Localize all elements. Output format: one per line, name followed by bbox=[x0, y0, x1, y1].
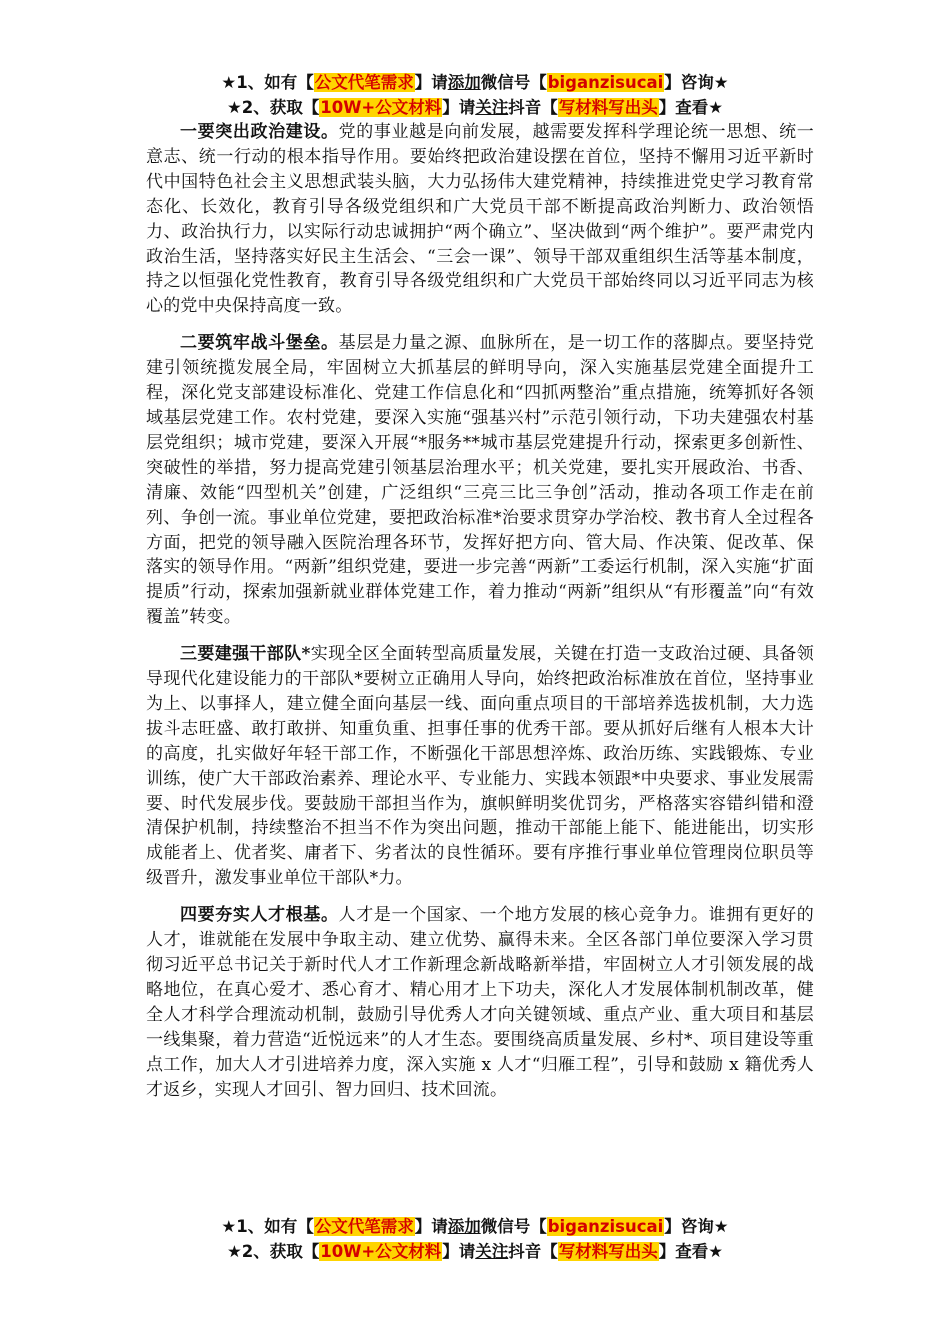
promo-highlight: 公文代笔需求 bbox=[314, 1217, 414, 1236]
paragraph-lead: 二要筑牢战斗堡垒。 bbox=[180, 333, 339, 354]
promo-highlight: 10W+公文材料 bbox=[320, 1242, 442, 1261]
promo-text: ★2、获取【 bbox=[226, 98, 320, 117]
promo-line-2 bbox=[0, 1239, 950, 1264]
promo-text: 】咨询★ bbox=[664, 1217, 729, 1236]
promo-text: 】咨询★ bbox=[664, 73, 729, 92]
promo-text: 】请 bbox=[442, 98, 476, 117]
promo-highlight: 公文代笔需求 bbox=[314, 73, 414, 92]
paragraph-text: 人才是一个国家、一个地方发展的核心竞争力。谁拥有更好的人才，谁就能在发展中争取主动、建立优势、赢得未来。全区各部门单位要深入学习贯彻习近平总书记关于新时代人才工作新理念新战略新举措，牢固树立人才引领发展的战略地位，在真心爱才、悉心育才、精心用才上下功夫，深化人才发展体制机制改革，健全人才科学合理流动机制，鼓励引导优秀人才向关键领域、重点产业、重大项目和基层一线集聚，着力营造“近悦远来”的人才生态。要围绕高质量发展、乡村*、项目建设等重点工作，加大人才引进培养力度，深入实施 x 人才“归雁工程”，引导和鼓励 x 籍优秀人才返乡，实现人才回引、智力回归、技术回流。 bbox=[146, 905, 814, 1100]
document-body bbox=[146, 120, 814, 1114]
paragraph bbox=[146, 331, 814, 630]
paragraph-lead: 三要建强干部队* bbox=[180, 644, 311, 665]
promo-line-1 bbox=[0, 70, 950, 95]
promo-link[interactable]: 关注 bbox=[475, 98, 509, 117]
promo-highlight: 10W+公文材料 bbox=[320, 98, 442, 117]
promo-link[interactable]: 添加 bbox=[447, 1217, 481, 1236]
paragraph-text: 实现全区全面转型高质量发展，关键在打造一支政治过硬、具备领导现代化建设能力的干部队*要树立正确用人导向，始终把政治标准放在首位，坚持事业为上、以事择人，建立健全面向基层一线、面向重点项目的干部培养选拔机制，大力选拔斗志旺盛、敢打敢拼、知重负重、担事任事的优秀干部。要从抓好后继有人根本大计的高度，扎实做好年轻干部工作，不断强化干部思想淬炼、政治历练、实践锻炼、专业训练，使广大干部政治素养、理论水平、专业能力、实践本领跟*中央要求、事业发展需要、时代发展步伐。要鼓励干部担当作为，旗帜鲜明奖优罚劣，严格落实容错纠错和澄清保护机制，持续整治不担当不作为突出问题，推动干部能上能下、能进能出，切实形成能者上、优者奖、庸者下、劣者汰的良性循环。要有序推行事业单位管理岗位职员等级晋升，激发事业单位干部队*力。 bbox=[146, 644, 814, 889]
promo-text: 微信号【 bbox=[480, 1217, 547, 1236]
paragraph bbox=[146, 903, 814, 1102]
promo-text: 】查看★ bbox=[658, 98, 724, 117]
paragraph bbox=[146, 642, 814, 891]
promo-text: ★1、如有【 bbox=[221, 1217, 314, 1236]
paragraph-lead: 一要突出政治建设。 bbox=[180, 122, 339, 142]
promo-text: 抖音【 bbox=[508, 1242, 558, 1261]
promo-line-1 bbox=[0, 1214, 950, 1239]
promo-text: 】请 bbox=[414, 73, 448, 92]
promo-highlight: biganzisucai bbox=[547, 1217, 664, 1236]
paragraph bbox=[146, 120, 814, 319]
promo-text: ★2、获取【 bbox=[226, 1242, 320, 1261]
promo-link[interactable]: 关注 bbox=[475, 1242, 509, 1261]
promo-text: 】请 bbox=[442, 1242, 476, 1261]
promo-highlight: 写材料写出头 bbox=[558, 98, 658, 117]
promo-link[interactable]: 添加 bbox=[447, 73, 481, 92]
paragraph-lead: 四要夯实人才根基。 bbox=[180, 905, 339, 926]
paragraph-text: 党的事业越是向前发展，越需要发挥科学理论统一思想、统一意志、统一行动的根本指导作用。要始终把政治建设摆在首位，坚持不懈用习近平新时代中国特色社会主义思想武装头脑，大力弘扬伟大建党精神，持续推进党史学习教育常态化、长效化，教育引导各级党组织和广大党员干部不断提高政治判断力、政治领悟力、政治执行力，以实际行动忠诚拥护“两个确立”、坚决做到“两个维护”。要严肃党内政治生活，坚持落实好民主生活会、“三会一课”、领导干部双重组织生活等基本制度，持之以恒强化党性教育，教育引导各级党组织和广大党员干部始终同以习近平同志为核心的党中央保持高度一致。 bbox=[146, 122, 814, 317]
promo-text: 】请 bbox=[414, 1217, 448, 1236]
promo-line-2 bbox=[0, 95, 950, 120]
promo-text: 】查看★ bbox=[658, 1242, 724, 1261]
promo-banner-bottom bbox=[0, 1214, 950, 1264]
promo-text: 抖音【 bbox=[508, 98, 558, 117]
paragraph-text: 基层是力量之源、血脉所在，是一切工作的落脚点。要坚持党建引领统揽发展全局，牢固树立大抓基层的鲜明导向，深入实施基层党建全面提升工程，深化党支部建设标准化、党建工作信息化和“四抓两整治”重点措施，统筹抓好各领域基层党建工作。农村党建，要深入实施“强基兴村”示范引领行动，下功夫建强农村基层党组织；城市党建，要深入开展“*服务**城市基层党建提升行动，探索更多创新性、突破性的举措，努力提高党建引领基层治理水平；机关党建，要扎实开展政治、书香、清廉、效能“四型机关”创建，广泛组织“三亮三比三争创”活动，推动各项工作走在前列、争创一流。事业单位党建，要把政治标准*治要求贯穿办学治校、教书育人全过程各方面，把党的领导融入医院治理各环节，发挥好把方向、管大局、作决策、促改革、保落实的领导作用。“两新”组织党建，要进一步完善“两新”工委运行机制，深入实施“扩面提质”行动，探索加强新就业群体党建工作，着力推动“两新”组织从“有形覆盖”向“有效覆盖”转变。 bbox=[146, 333, 814, 628]
promo-highlight: 写材料写出头 bbox=[558, 1242, 658, 1261]
promo-text: 微信号【 bbox=[480, 73, 547, 92]
promo-banner-top bbox=[0, 70, 950, 120]
promo-text: ★1、如有【 bbox=[221, 73, 314, 92]
promo-highlight: biganzisucai bbox=[547, 73, 664, 92]
